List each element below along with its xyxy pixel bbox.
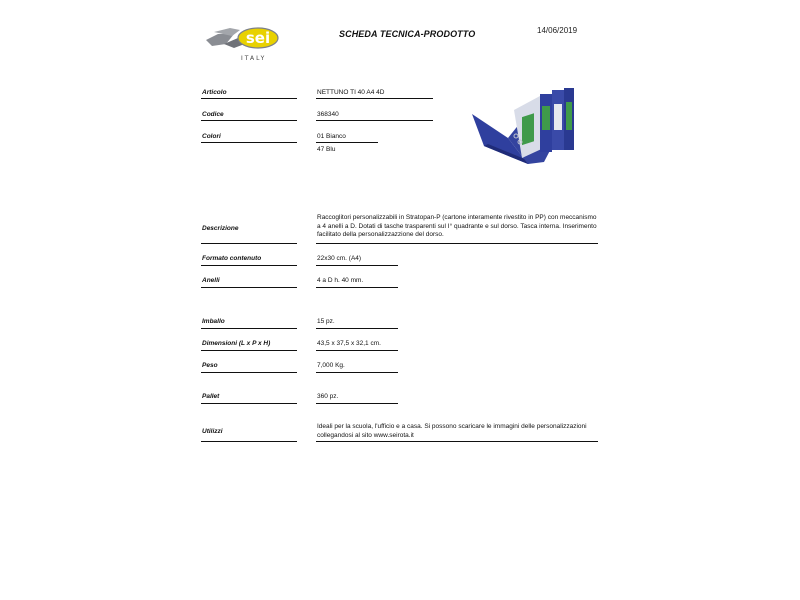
value-divider [316,328,398,329]
document-date: 14/06/2019 [537,26,578,35]
label-colori: Colori [202,133,221,140]
label-imballo: Imballo [202,318,225,325]
value-divider [316,403,398,404]
value-formato: 22x30 cm. (A4) [317,255,362,262]
label-divider [201,328,297,329]
value-divider [316,142,378,143]
value-descrizione: Raccoglitori personalizzabili in Stratopan-P (cartone interamente rivestito in PP) con meccanismo a 4 anelli a D. Dotati di tasche trasparenti sul I° quadrante e sul dorso. Tasca interna. Inserimento facilitato della personalizzazzione del dorso. [317,214,597,238]
label-divider [201,287,297,288]
value-divider [316,287,398,288]
label-dimensioni: Dimensioni (L x P x H) [202,340,271,347]
label-codice: Codice [202,111,224,118]
label-anelli: Anelli [202,277,220,284]
value-divider [316,243,598,244]
value-divider [316,98,433,99]
product-image [470,86,578,164]
value-colori-2: 47 Blu [317,146,336,153]
value-colori-1: 01 Bianco [317,133,346,140]
label-divider [201,265,297,266]
label-divider [201,441,297,442]
page-title: SCHEDA TECNICA-PRODOTTO [339,29,476,39]
logo-subtitle: ITALY [241,55,267,62]
value-divider [316,120,433,121]
label-divider [201,120,297,121]
label-formato: Formato contenuto [202,255,262,262]
logo-text: sei [245,29,271,47]
value-codice: 368340 [317,111,339,118]
value-divider [316,265,398,266]
label-pallet: Pallet [202,393,220,400]
value-divider [316,350,398,351]
label-utilizzi: Utilizzi [202,428,223,435]
value-imballo: 15 pz. [317,318,335,325]
label-articolo: Articolo [202,89,227,96]
value-peso: 7,000 Kg. [317,362,345,369]
label-divider [201,403,297,404]
label-descrizione: Descrizione [202,225,239,232]
company-logo [204,24,284,66]
blue-ring-binder-image [470,86,578,164]
value-utilizzi: Ideali per la scuola, l'ufficio e a casa. Si possono scaricare le immagini delle personalizzazioni collegandosi al sito www.seirota.it [317,423,587,439]
value-divider [316,372,398,373]
label-divider [201,372,297,373]
label-peso: Peso [202,362,218,369]
value-dimensioni: 43,5 x 37,5 x 32,1 cm. [317,340,381,347]
label-divider [201,98,297,99]
label-divider [201,142,297,143]
label-divider [201,243,297,244]
value-articolo: NETTUNO TI 40 A4 4D [317,89,385,96]
value-anelli: 4 a D h. 40 mm. [317,277,364,284]
sei-logo-icon [204,24,284,54]
value-pallet: 360 pz. [317,393,339,400]
label-divider [201,350,297,351]
value-divider [316,441,598,442]
